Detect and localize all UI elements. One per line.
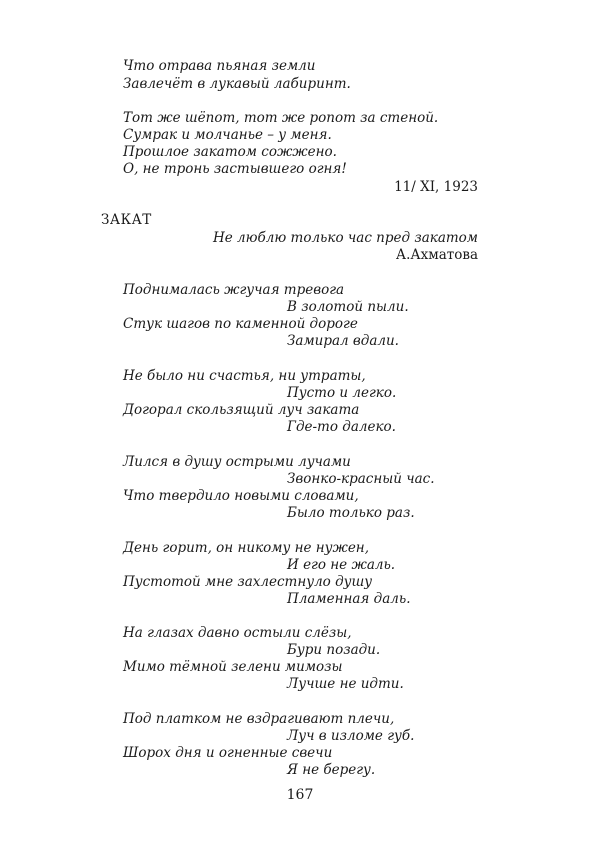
previous-poem-line: Тот же шёпот, тот же ропот за стеной.	[123, 110, 439, 126]
poem-line-indented: Бури позади.	[287, 642, 381, 658]
poem-line: Стук шагов по каменной дороге	[123, 316, 358, 332]
previous-poem-line: Что отрава пьяная земли	[123, 58, 316, 74]
poem-line: Поднималась жгучая тревога	[123, 282, 345, 298]
epigraph: Не люблю только час пред закатом	[212, 230, 478, 246]
poem-line-indented: В золотой пыли.	[287, 299, 409, 315]
previous-poem-line: Завлечёт в лукавый лабиринт.	[123, 76, 351, 92]
previous-poem-date: 11/ XI, 1923	[394, 179, 478, 195]
poem-line: Не было ни счастья, ни утраты,	[123, 368, 366, 384]
epigraph-author: А.Ахматова	[395, 247, 478, 263]
previous-poem-line: О, не тронь застывшего огня!	[123, 161, 347, 177]
page-number: 167	[286, 787, 314, 803]
poem-line-indented: Было только раз.	[287, 505, 415, 521]
poem-line-indented: Замирал вдали.	[287, 333, 399, 349]
poem-line: На глазах давно остыли слёзы,	[123, 625, 352, 641]
poem-title: ЗАКАТ	[101, 212, 152, 228]
poem-line: Шорох дня и огненные свечи	[123, 745, 333, 761]
poem-line-indented: Где-то далеко.	[287, 419, 396, 435]
poem-line-indented: Пусто и легко.	[287, 385, 397, 401]
poem-line: Мимо тёмной зелени мимозы	[123, 659, 343, 675]
previous-poem-line: Прошлое закатом сожжено.	[123, 144, 337, 160]
poem-line-indented: Звонко-красный час.	[287, 471, 435, 487]
poem-line-indented: Лучше не идти.	[287, 676, 404, 692]
poem-line-indented: Пламенная даль.	[287, 591, 411, 607]
poem-line: Пустотой мне захлестнуло душу	[123, 574, 373, 590]
poem-line: День горит, он никому не нужен,	[123, 540, 369, 556]
poem-line: Лился в душу острыми лучами	[123, 454, 351, 470]
previous-poem-line: Сумрак и молчанье – у меня.	[123, 127, 332, 143]
poem-line-indented: Я не берегу.	[287, 762, 376, 778]
poem-line-indented: И его не жаль.	[287, 557, 396, 573]
poem-line: Под платком не вздрагивают плечи,	[123, 711, 395, 727]
poem-line-indented: Луч в изломе губ.	[287, 728, 415, 744]
poem-line: Догорал скользящий луч заката	[123, 402, 360, 418]
poem-line: Что твердило новыми словами,	[123, 488, 359, 504]
